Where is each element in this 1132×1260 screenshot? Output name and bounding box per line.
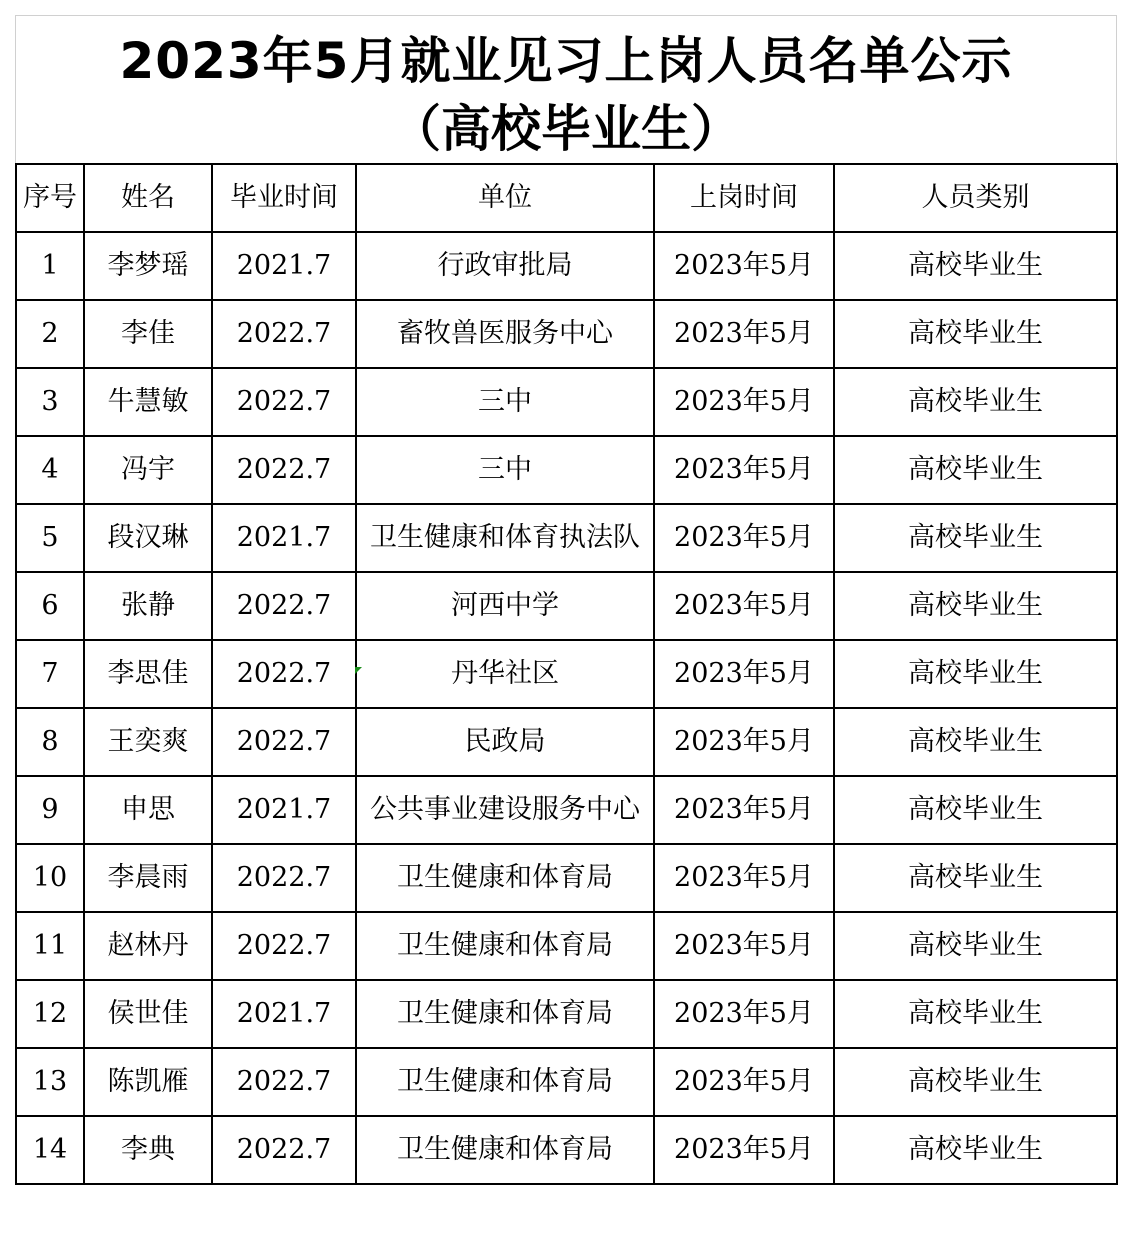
cell-no: 10	[16, 844, 84, 912]
cell-unit: 河西中学	[356, 572, 654, 640]
cell-unit: 公共事业建设服务中心	[356, 776, 654, 844]
cell-unit: 民政局	[356, 708, 654, 776]
cell-start: 2023年5月	[654, 776, 834, 844]
cell-grad: 2022.7	[212, 708, 356, 776]
cell-start: 2023年5月	[654, 368, 834, 436]
cell-comment-marker-icon	[355, 667, 362, 674]
cell-unit: 畜牧兽医服务中心	[356, 300, 654, 368]
cell-no: 5	[16, 504, 84, 572]
cell-start: 2023年5月	[654, 572, 834, 640]
cell-unit: 三中	[356, 436, 654, 504]
cell-name: 冯宇	[84, 436, 212, 504]
cell-start: 2023年5月	[654, 980, 834, 1048]
title-block	[15, 15, 1117, 163]
cell-category: 高校毕业生	[834, 300, 1117, 368]
table-row	[16, 300, 1117, 368]
cell-unit: 行政审批局	[356, 232, 654, 300]
cell-no: 8	[16, 708, 84, 776]
cell-name: 李佳	[84, 300, 212, 368]
cell-grad: 2022.7	[212, 1048, 356, 1116]
cell-no: 1	[16, 232, 84, 300]
cell-no: 7	[16, 640, 84, 708]
table-row	[16, 776, 1117, 844]
cell-grad: 2021.7	[212, 776, 356, 844]
header-cell-unit: 单位	[356, 164, 654, 232]
header-cell-start: 上岗时间	[654, 164, 834, 232]
cell-no: 12	[16, 980, 84, 1048]
cell-name: 侯世佳	[84, 980, 212, 1048]
document-sheet	[15, 15, 1117, 1246]
page-title: 2023年5月就业见习上岗人员名单公示	[119, 32, 1013, 90]
cell-unit: 卫生健康和体育局	[356, 844, 654, 912]
cell-grad: 2022.7	[212, 640, 356, 708]
cell-grad: 2022.7	[212, 1116, 356, 1184]
roster-body	[16, 232, 1117, 1184]
cell-grad: 2022.7	[212, 368, 356, 436]
cell-no: 4	[16, 436, 84, 504]
table-row	[16, 844, 1117, 912]
cell-start: 2023年5月	[654, 844, 834, 912]
page-subtitle: （高校毕业生）	[391, 100, 741, 158]
cell-name: 陈凯雁	[84, 1048, 212, 1116]
table-row	[16, 232, 1117, 300]
table-row	[16, 980, 1117, 1048]
cell-start: 2023年5月	[654, 708, 834, 776]
cell-start: 2023年5月	[654, 640, 834, 708]
cell-grad: 2022.7	[212, 436, 356, 504]
table-row	[16, 1048, 1117, 1116]
roster-table	[15, 163, 1118, 1185]
table-row	[16, 572, 1117, 640]
cell-unit: 卫生健康和体育局	[356, 1048, 654, 1116]
cell-grad: 2022.7	[212, 572, 356, 640]
table-row	[16, 708, 1117, 776]
cell-category: 高校毕业生	[834, 776, 1117, 844]
cell-grad: 2022.7	[212, 300, 356, 368]
cell-name: 赵林丹	[84, 912, 212, 980]
cell-start: 2023年5月	[654, 1116, 834, 1184]
cell-category: 高校毕业生	[834, 844, 1117, 912]
table-row	[16, 912, 1117, 980]
cell-no: 9	[16, 776, 84, 844]
cell-grad: 2022.7	[212, 844, 356, 912]
cell-category: 高校毕业生	[834, 232, 1117, 300]
cell-grad: 2021.7	[212, 504, 356, 572]
cell-name: 申思	[84, 776, 212, 844]
table-row	[16, 368, 1117, 436]
cell-category: 高校毕业生	[834, 572, 1117, 640]
cell-no: 13	[16, 1048, 84, 1116]
cell-unit: 卫生健康和体育局	[356, 980, 654, 1048]
cell-unit: 卫生健康和体育局	[356, 912, 654, 980]
cell-category: 高校毕业生	[834, 504, 1117, 572]
cell-name: 牛慧敏	[84, 368, 212, 436]
header-row	[16, 164, 1117, 232]
cell-start: 2023年5月	[654, 504, 834, 572]
cell-unit: 三中	[356, 368, 654, 436]
cell-name: 张静	[84, 572, 212, 640]
cell-category: 高校毕业生	[834, 640, 1117, 708]
cell-no: 3	[16, 368, 84, 436]
cell-unit: 卫生健康和体育执法队	[356, 504, 654, 572]
cell-category: 高校毕业生	[834, 912, 1117, 980]
cell-name: 李梦瑶	[84, 232, 212, 300]
cell-no: 2	[16, 300, 84, 368]
cell-category: 高校毕业生	[834, 436, 1117, 504]
cell-unit: 卫生健康和体育局	[356, 1116, 654, 1184]
cell-grad: 2021.7	[212, 980, 356, 1048]
table-row	[16, 640, 1117, 708]
cell-start: 2023年5月	[654, 1048, 834, 1116]
header-cell-category: 人员类别	[834, 164, 1117, 232]
table-row	[16, 504, 1117, 572]
header-cell-name: 姓名	[84, 164, 212, 232]
cell-category: 高校毕业生	[834, 368, 1117, 436]
cell-start: 2023年5月	[654, 912, 834, 980]
cell-start: 2023年5月	[654, 232, 834, 300]
cell-category: 高校毕业生	[834, 708, 1117, 776]
cell-start: 2023年5月	[654, 300, 834, 368]
header-cell-no: 序号	[16, 164, 84, 232]
cell-name: 李晨雨	[84, 844, 212, 912]
table-row	[16, 1116, 1117, 1184]
cell-unit: 丹华社区	[356, 640, 654, 708]
cell-name: 王奕爽	[84, 708, 212, 776]
cell-grad: 2022.7	[212, 912, 356, 980]
cell-no: 11	[16, 912, 84, 980]
cell-start: 2023年5月	[654, 436, 834, 504]
cell-no: 6	[16, 572, 84, 640]
table-row	[16, 436, 1117, 504]
cell-category: 高校毕业生	[834, 1048, 1117, 1116]
cell-name: 段汉琳	[84, 504, 212, 572]
cell-name: 李思佳	[84, 640, 212, 708]
cell-category: 高校毕业生	[834, 1116, 1117, 1184]
cell-name: 李典	[84, 1116, 212, 1184]
header-cell-grad: 毕业时间	[212, 164, 356, 232]
cell-category: 高校毕业生	[834, 980, 1117, 1048]
cell-no: 14	[16, 1116, 84, 1184]
cell-grad: 2021.7	[212, 232, 356, 300]
